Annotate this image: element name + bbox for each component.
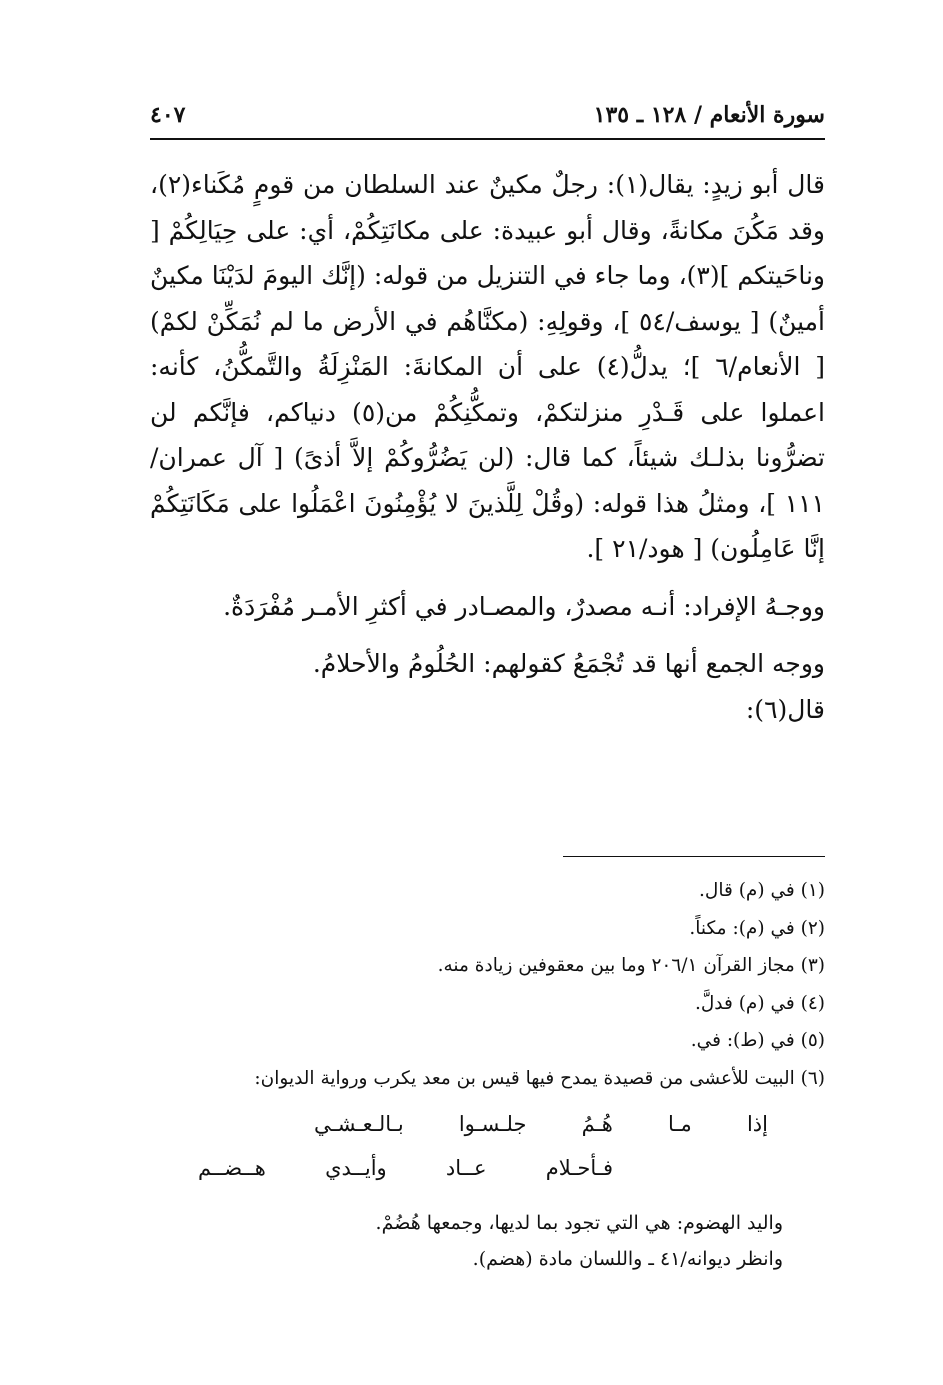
paragraph: ووجه الجمع أنها قد تُجْمَعُ كقولهم: الحُلُومُ والأحلامُ. bbox=[312, 649, 825, 678]
verse-first-hemistich bbox=[314, 1112, 768, 1156]
paragraph: ووجـهُ الإفراد: أنـه مصدرٌ، والمصـادر في أكثرِ الأمـر مُفْرَدَةٌ. bbox=[223, 591, 825, 621]
verse-word: مـا bbox=[668, 1112, 692, 1136]
verse-word: هُـمُ bbox=[581, 1112, 613, 1136]
footnote-separator bbox=[563, 856, 825, 857]
verse-word: هــضــم bbox=[198, 1156, 266, 1180]
footnote: (١) في (م) قال. bbox=[699, 880, 825, 901]
main-text bbox=[150, 162, 825, 732]
running-header bbox=[150, 100, 825, 134]
verse-word: فـأحـلام bbox=[545, 1156, 613, 1180]
verse-second-hemistich bbox=[198, 1156, 613, 1200]
footnote: (٥) في (ط): في. bbox=[690, 1030, 825, 1052]
footnote: (٢) في (م): مكناً. bbox=[689, 917, 825, 939]
verse-word: وأيــدي bbox=[325, 1156, 387, 1180]
poetry-verse bbox=[200, 1112, 768, 1200]
verse-word: إذا bbox=[746, 1112, 768, 1136]
verse-word: بـالـعـشـي bbox=[314, 1112, 404, 1136]
note-line: وانظر ديوانه/٤١ ـ واللسان مادة (هضم). bbox=[472, 1248, 783, 1270]
verse-word: عــاد bbox=[445, 1156, 487, 1180]
header-rule bbox=[150, 138, 825, 140]
page-number: ٤٠٧ bbox=[150, 102, 186, 128]
header-title: سورة الأنعام / ١٢٨ ـ ١٣٥ bbox=[593, 102, 825, 128]
footnote: (٣) مجاز القرآن ٢٠٦/١ وما بين معقوفين زيادة منه. bbox=[437, 955, 825, 977]
footnote: (٤) في (م) فدلَّ. bbox=[694, 992, 825, 1014]
paragraph: قال أبو زيدٍ: يقال(١): رجلٌ مكينٌ عند السلطان من قومٍ مُكَناء(٢)، وقد مَكُنَ مكانةً، وقال أبو عبيدة: على مكانَتِكُمْ، أي: على حِيَالِكُمْ [ وناحَيتكم ](٣)، وما جاء في التنزيل من قوله: (إنَّك اليومَ لدَيْنَا مكينٌ أمينٌ) [ يوسف/٥٤ ]، وقولِهِ: (مكنَّاهُم في الأرض ما لم نُمَكِّنْ لكمْ) [ الأنعام/٦ ]؛ يدلُّ(٤) على أن المكانةَ: المَنْزِلَةُ والتَّمكُّنُ، كأنه: اعملوا على قَـدْرِ منزلتكمْ، وتمكُّنِكُمْ من(٥) دنياكم، فإنَّكم لن تضرُّونا بذلـك شيئاً، كما قال: (لن يَضُرُّوكُمْ إلاَّ أذىً) [ آل عمران/١١١ ]، ومثلُ هذا قوله: (وقُلْ لِلَّذينَ لا يُؤْمِنُونَ اعْمَلُوا على مَكَانَتِكُمْ إنَّا عَامِلُون) [ هود/٢١ ]. bbox=[150, 170, 826, 563]
footnotes bbox=[150, 872, 825, 1098]
note-line: واليد الهضوم: هي التي تجود بما لديها، وجمعها هُضُمْ. bbox=[375, 1212, 783, 1234]
verse-notes bbox=[150, 1205, 783, 1277]
footnote: (٦) البيت للأعشى من قصيدة يمدح فيها قيس بن معد يكرب ورواية الديوان: bbox=[254, 1067, 825, 1089]
verse-word: جلـسـوا bbox=[458, 1112, 527, 1136]
paragraph: قال(٦): bbox=[745, 694, 825, 724]
